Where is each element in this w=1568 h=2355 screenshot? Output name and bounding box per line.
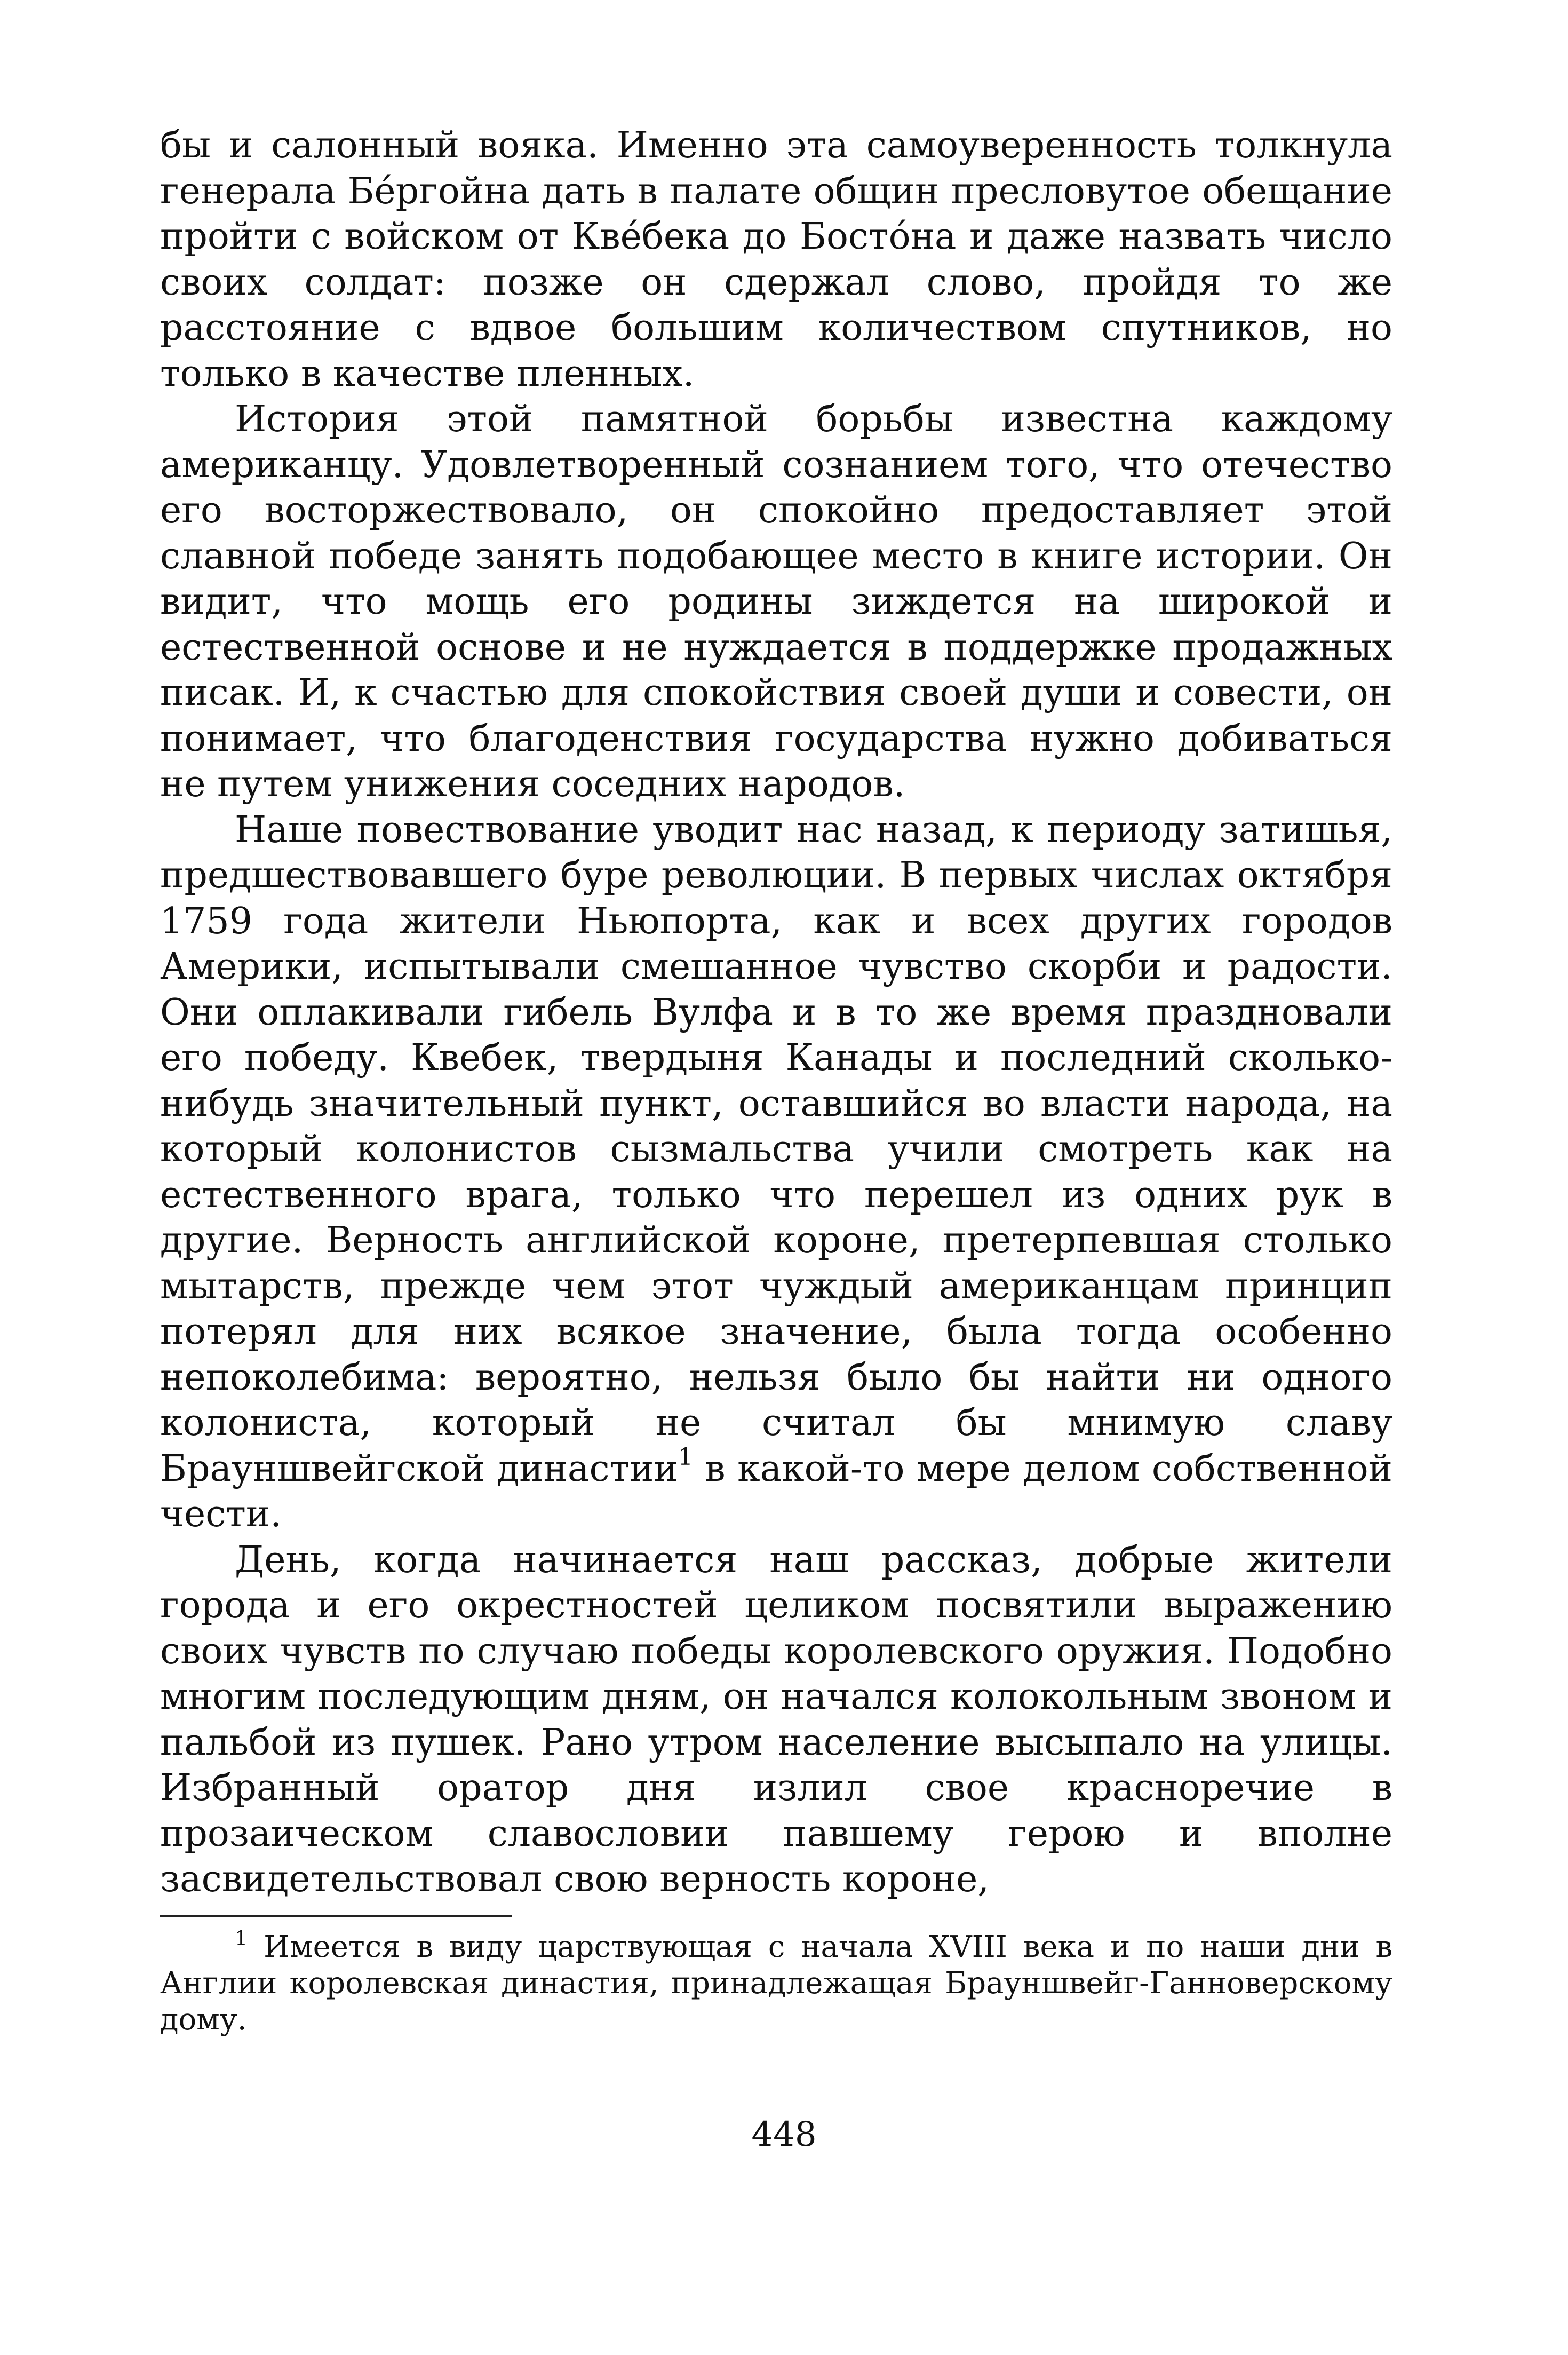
footnote-text: Имеется в виду царствующая с начала XVIII века и по наши дни в Англии королевская династия, принадлежащая Брауншвейг-Ганноверскому дому. — [160, 1929, 1392, 2037]
paragraph-3-text: Наше повествование уводит нас назад, к периоду затишья, предшествовавшего буре революции. В первых числах октября 1759 года жители Ньюпорта, как и всех других городов Америки, испытывали смешанное чувство скорби и радости. Они оплакивали гибель Вулфа и в то же время праздновали его победу. Квебек, твердыня Канады и последний сколько-нибудь значительный пункт, оставшийся во власти народа, на который колонистов сызмальства учили смотреть как на естественного врага, только что перешел из одних рук в другие. Верность английской короне, претерпевшая столько мытарств, прежде чем этот чуждый американцам принцип потерял для них всякое значение, была тогда особенно непоколебима: вероятно, нельзя было бы найти ни одного колониста, который не считал бы мнимую славу Брауншвейгской династии — [160, 808, 1392, 1490]
footnote-divider — [160, 1915, 512, 1917]
page-number: 448 — [751, 2115, 817, 2154]
paragraph-2: История этой памятной борьбы известна каждому американцу. Удовлетворенный сознанием того, что отечество его восторжествовало, он спокойно предоставляет этой славной победе занять подобающее место в книге истории. Он видит, что мощь его родины зиждется на широкой и естественной основе и не нуждается в поддержке продажных писак. И, к счастью для спокойствия своей души и совести, он понимает, что благоденствия государства нужно добиваться не путем унижения соседних народов. — [160, 398, 1392, 805]
footnote-marker: 1 — [235, 1926, 248, 1950]
paragraph-3 — [160, 807, 1392, 1537]
footnote — [160, 1926, 1392, 2038]
footnote-reference: 1 — [678, 1443, 693, 1471]
paragraph-4: День, когда начинается наш рассказ, добрые жители города и его окрестностей целиком посвятили выражению своих чувств по случаю победы королевского оружия. Подобно многим последующим дням, он начался колокольным звоном и пальбой из пушек. Рано утром население высыпало на улицы. Избранный оратор дня излил свое красноречие в прозаическом славословии павшему герою и вполне засвидетельствовал свою верность короне, — [160, 1539, 1392, 1900]
paragraph-1: бы и салонный вояка. Именно эта самоуверенность толкнула генерала Бе́ргойна дать в палате общин пресловутое обещание пройти с войском от Кве́бека до Босто́на и даже назвать число своих солдат: позже он сдержал слово, пройдя то же расстояние с вдвое большим количеством спутников, но только в качестве пленных. — [160, 124, 1392, 395]
page-body — [160, 123, 1392, 2038]
paragraph-3-tail: в какой-то мере делом собственной чести. — [160, 1447, 1393, 1535]
